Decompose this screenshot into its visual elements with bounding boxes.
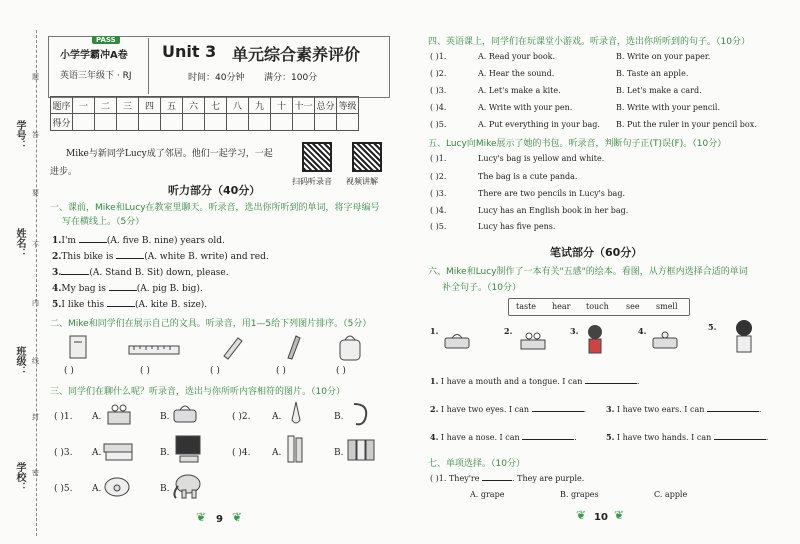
rulers-icon bbox=[284, 434, 308, 464]
elephant-icon bbox=[170, 470, 204, 500]
option-label: A. bbox=[92, 412, 102, 422]
option-a: A. Put everything in your bag. bbox=[478, 120, 600, 129]
option-b: B. Put the ruler in your pencil box. bbox=[616, 120, 757, 129]
option-label: A. bbox=[272, 412, 282, 422]
intro-line: 进步。 bbox=[50, 167, 78, 177]
answer-blank[interactable] bbox=[482, 480, 512, 481]
option-label: B. bbox=[160, 412, 170, 422]
score-cell: 得分 bbox=[51, 114, 73, 131]
score-cell: 十 bbox=[271, 97, 293, 114]
q6-sentence: 5. I have two hands. I can . bbox=[606, 432, 769, 442]
score-cell: 六 bbox=[183, 97, 205, 114]
q3-number[interactable]: ( )4. bbox=[232, 448, 251, 458]
section-4-title: 四、英语课上，同学们在玩课堂小游戏。听录音，选出你所听到的句子。（10分） bbox=[428, 37, 750, 47]
sprout-icon: ❦ bbox=[232, 510, 243, 524]
score-input[interactable] bbox=[315, 114, 337, 131]
answer-blank[interactable] bbox=[532, 411, 584, 412]
answer-blank[interactable] bbox=[585, 383, 637, 384]
score-cell: 一 bbox=[73, 97, 95, 114]
answer-blank[interactable] bbox=[707, 411, 759, 412]
score-cell: 九 bbox=[249, 97, 271, 114]
option-b: B. Taste an apple. bbox=[616, 69, 689, 78]
word-option: touch bbox=[586, 302, 609, 311]
margin-word: 答 bbox=[32, 131, 39, 139]
grade-label: 英语三年级下 · RJ bbox=[60, 71, 132, 81]
option-label: A. bbox=[92, 448, 102, 458]
q5-number[interactable]: ( )2. bbox=[430, 172, 447, 181]
option-label: B. bbox=[160, 448, 170, 458]
q6-sentence: 1. I have a mouth and a tongue. I can . bbox=[430, 376, 640, 386]
score-input[interactable] bbox=[271, 114, 293, 131]
score-input[interactable] bbox=[117, 114, 139, 131]
books-icon bbox=[346, 436, 376, 462]
q1-item: 3. (A. Stand B. Sit) down, please. bbox=[52, 268, 229, 278]
eye-toy-icon bbox=[104, 402, 134, 428]
picture-number: 5. bbox=[708, 322, 717, 332]
score-cell: 二 bbox=[95, 97, 117, 114]
bag-icon bbox=[336, 332, 364, 362]
option-b: B. Write on your paper. bbox=[616, 52, 711, 61]
q1-item: 2.This bike is (A. white B. write) and red. bbox=[52, 252, 269, 262]
order-bracket[interactable]: ( ) bbox=[336, 366, 346, 376]
q6-sentence: 3. I have two ears. I can . bbox=[606, 404, 762, 414]
page-number-left: 9 bbox=[216, 514, 223, 525]
option-b: B. Let's make a card. bbox=[616, 86, 702, 95]
picture-number: 2. bbox=[504, 326, 513, 336]
option-a: A. Let's make a kite. bbox=[478, 86, 561, 95]
ear-icon bbox=[346, 400, 372, 428]
q4-number[interactable]: ( )2. bbox=[430, 69, 447, 78]
student-number-label: 学号： bbox=[14, 120, 25, 150]
score-input[interactable] bbox=[227, 114, 249, 131]
pen-icon bbox=[282, 332, 302, 360]
option-label: B. bbox=[334, 448, 344, 458]
answer-blank[interactable] bbox=[109, 290, 137, 291]
answer-blank[interactable] bbox=[714, 439, 766, 440]
q5-number[interactable]: ( )4. bbox=[430, 206, 447, 215]
option-b: B. Write with your pencil. bbox=[616, 103, 721, 112]
sprout-icon: ❦ bbox=[576, 508, 587, 522]
order-bracket[interactable]: ( ) bbox=[64, 366, 74, 376]
sprout-icon: ❦ bbox=[196, 510, 207, 524]
margin-word: 密 bbox=[32, 469, 39, 477]
word-option: hear bbox=[552, 302, 571, 311]
word-option: see bbox=[626, 302, 640, 311]
score-input[interactable] bbox=[337, 114, 359, 131]
section-1-title: 写在横线上。（5分） bbox=[62, 217, 145, 227]
series-name: 小学学霸冲A卷 bbox=[60, 50, 128, 61]
q1-item: 1.I'm (A. five B. nine) years old. bbox=[52, 236, 225, 246]
option-label: A. bbox=[92, 484, 102, 494]
qr-code-icon[interactable] bbox=[352, 142, 382, 172]
option-a: A. grape bbox=[470, 490, 505, 499]
q6-sentence: 2. I have two eyes. I can . bbox=[430, 404, 587, 414]
answer-blank[interactable] bbox=[522, 439, 574, 440]
score-cell: 十一 bbox=[293, 97, 315, 114]
margin-word: 内 bbox=[32, 299, 39, 307]
score-cell: 八 bbox=[227, 97, 249, 114]
qr-label: 扫码听录音 bbox=[292, 177, 332, 186]
answer-blank[interactable] bbox=[116, 258, 144, 259]
option-a: A. Hear the sound. bbox=[478, 69, 555, 78]
book-pile-icon bbox=[102, 436, 134, 462]
option-label: A. bbox=[272, 448, 282, 458]
answer-blank[interactable] bbox=[107, 306, 135, 307]
score-cell: 五 bbox=[161, 97, 183, 114]
score-input[interactable] bbox=[249, 114, 271, 131]
student-name-label: 姓名： bbox=[14, 228, 25, 258]
q5-number[interactable]: ( )5. bbox=[430, 222, 447, 231]
option-a: A. Write with your pen. bbox=[478, 103, 573, 112]
score-cell: 总分 bbox=[315, 97, 337, 114]
word-option: taste bbox=[516, 302, 537, 311]
score-input[interactable] bbox=[161, 114, 183, 131]
option-label: B. bbox=[160, 484, 170, 494]
qr-code-icon[interactable] bbox=[302, 142, 332, 172]
qr-label: 视频讲解 bbox=[346, 177, 378, 186]
page-number-right: 10 bbox=[594, 512, 608, 523]
section-5-title: 五、Lucy向Mike展示了她的书包。听录音，判断句子正(T)误(F)。（10分） bbox=[428, 139, 727, 149]
q3-number[interactable]: ( )2. bbox=[232, 412, 251, 422]
section-3-title: 三、同学们在聊什么呢？听录音，选出与你所听内容相符的图片。（10分） bbox=[50, 387, 345, 397]
unit-label: Unit 3 bbox=[162, 42, 217, 61]
q1-item: 4.My bag is (A. pig B. big). bbox=[52, 284, 203, 294]
score-cell: 三 bbox=[117, 97, 139, 114]
q3-number[interactable]: ( )3. bbox=[54, 448, 73, 458]
answer-blank[interactable] bbox=[79, 242, 107, 243]
section-6-title: 六、Mike和Lucy制作了一本有关"五感"的绘本。看图，从方框内选择合适的单词 bbox=[428, 267, 748, 277]
q5-statement: There are two pencils in Lucy's bag. bbox=[478, 189, 625, 198]
score-input[interactable] bbox=[95, 114, 117, 131]
header-divider bbox=[148, 38, 149, 94]
taste-picture-icon bbox=[442, 330, 472, 352]
pig-icon bbox=[102, 470, 132, 500]
hear-picture-icon bbox=[582, 322, 608, 356]
class-label: 班级： bbox=[14, 346, 25, 376]
q5-number[interactable]: ( )1. bbox=[430, 154, 447, 163]
margin-word: 线 bbox=[32, 357, 39, 365]
score-input[interactable] bbox=[139, 114, 161, 131]
option-b: B. grapes bbox=[560, 490, 599, 499]
school-label: 学校： bbox=[14, 462, 25, 492]
order-bracket[interactable]: ( ) bbox=[210, 366, 220, 376]
writing-heading: 笔试部分（60分） bbox=[550, 246, 643, 259]
nose-icon bbox=[286, 400, 306, 428]
section-1-title: 一、课前，Mike和Lucy在教室里聊天。听录音，选出你所听到的单词，将字母编号 bbox=[50, 203, 380, 213]
word-option: smell bbox=[656, 302, 678, 311]
section-2-title: 二、Mike和同学们在展示自己的文具。听录音，用1—5给下列图片排序。（5分） bbox=[50, 319, 372, 329]
margin-word: 要 bbox=[32, 189, 39, 197]
q4-number[interactable]: ( )4. bbox=[430, 103, 447, 112]
section-7-title: 七、单项选择。（10分） bbox=[428, 459, 525, 469]
score-cell: 四 bbox=[139, 97, 161, 114]
time-info: 时间：40分钟 bbox=[188, 73, 245, 83]
score-input[interactable] bbox=[293, 114, 315, 131]
option-label: B. bbox=[334, 412, 344, 422]
listening-heading: 听力部分（40分） bbox=[168, 184, 261, 197]
sprout-icon: ❦ bbox=[614, 508, 625, 522]
picture-number: 4. bbox=[638, 326, 647, 336]
cut-line bbox=[36, 30, 37, 536]
score-input[interactable] bbox=[183, 114, 205, 131]
smell-picture-icon bbox=[650, 330, 680, 352]
q4-number[interactable]: ( )1. bbox=[430, 52, 447, 61]
q1-item: 5.I like this (A. kite B. size). bbox=[52, 300, 208, 310]
picture-number: 3. bbox=[570, 326, 579, 336]
score-table bbox=[50, 96, 359, 131]
answer-blank[interactable] bbox=[61, 274, 89, 275]
section-6-title: 补全句子。（10分） bbox=[442, 283, 521, 293]
q3-number[interactable]: ( )5. bbox=[54, 484, 73, 494]
see-picture-icon bbox=[518, 330, 548, 352]
score-cell: 等级 bbox=[337, 97, 359, 114]
score-info: 满分：100分 bbox=[264, 73, 318, 83]
q5-number[interactable]: ( )3. bbox=[430, 189, 447, 198]
computer-icon bbox=[172, 434, 206, 464]
picture-number: 1. bbox=[430, 326, 439, 336]
brand-logo: PASS bbox=[92, 36, 120, 44]
pencil-icon bbox=[220, 334, 244, 360]
margin-word: 题 bbox=[32, 73, 39, 81]
q4-number[interactable]: ( )5. bbox=[430, 120, 447, 129]
q7-question: ( )1. They're . They are purple. bbox=[430, 474, 585, 483]
q5-statement: Lucy has an English book in her bag. bbox=[478, 206, 629, 215]
right-page bbox=[400, 0, 800, 544]
q5-statement: The bag is a cute panda. bbox=[478, 172, 578, 181]
score-input[interactable] bbox=[205, 114, 227, 131]
q3-number[interactable]: ( )1. bbox=[54, 412, 73, 422]
intro-line: Mike与新同学Lucy成了邻居。他们一起学习，一起 bbox=[66, 149, 273, 159]
q5-statement: Lucy has five pens. bbox=[478, 222, 556, 231]
page-title: 单元综合素养评价 bbox=[232, 45, 361, 64]
margin-word: 不 bbox=[32, 241, 39, 249]
q6-sentence: 4. I have a nose. I can . bbox=[430, 432, 577, 442]
book-icon bbox=[68, 334, 90, 360]
ruler-icon bbox=[128, 344, 180, 356]
score-input[interactable] bbox=[73, 114, 95, 131]
q7-number[interactable]: ( )1. bbox=[430, 474, 447, 483]
order-bracket[interactable]: ( ) bbox=[140, 366, 150, 376]
touch-picture-icon bbox=[730, 318, 758, 358]
order-bracket[interactable]: ( ) bbox=[276, 366, 286, 376]
option-a: A. Read your book. bbox=[478, 52, 556, 61]
margin-word: 封 bbox=[32, 413, 39, 421]
score-cell: 七 bbox=[205, 97, 227, 114]
score-cell: 题序 bbox=[51, 97, 73, 114]
option-c: C. apple bbox=[654, 490, 688, 499]
q4-number[interactable]: ( )3. bbox=[430, 86, 447, 95]
teacup-icon bbox=[170, 402, 200, 426]
q5-statement: Lucy's bag is yellow and white. bbox=[478, 154, 605, 163]
